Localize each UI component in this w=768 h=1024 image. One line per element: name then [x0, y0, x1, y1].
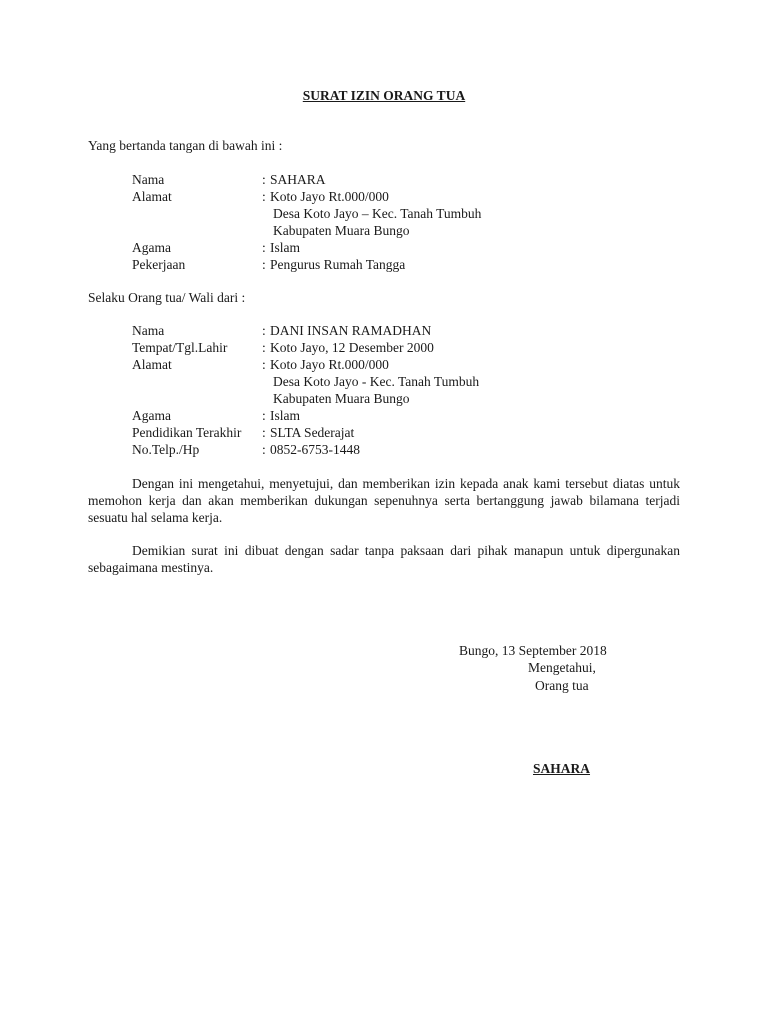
child-education-row — [132, 424, 692, 441]
colon: : — [262, 357, 266, 372]
child-phone-row — [132, 441, 692, 458]
parent-address-row — [132, 188, 692, 205]
signature-place-date: Bungo, 13 September 2018 — [459, 643, 607, 658]
intro-text: Yang bertanda tangan di bawah ini : — [88, 138, 283, 153]
child-phone-value: 0852-6753-1448 — [270, 442, 360, 457]
parent-name-value: SAHARA — [270, 172, 326, 187]
letter-title: SURAT IZIN ORANG TUA — [302, 88, 466, 103]
colon: : — [262, 189, 266, 204]
colon: : — [262, 340, 266, 355]
colon: : — [262, 257, 266, 272]
child-education-value: SLTA Sederajat — [270, 425, 355, 440]
parent-name-row — [132, 171, 692, 188]
colon: : — [262, 408, 266, 423]
child-name-label: Nama — [132, 323, 165, 338]
parent-religion-label: Agama — [132, 240, 171, 255]
child-name-value: DANI INSAN RAMADHAN — [270, 323, 432, 338]
parent-job-row — [132, 256, 692, 273]
child-address-line3: Kabupaten Muara Bungo — [273, 391, 410, 406]
parent-address-line3: Kabupaten Muara Bungo — [273, 223, 410, 238]
colon: : — [262, 323, 266, 338]
body-paragraph-2: Demikian surat ini dibuat dengan sadar tanpa paksaan dari pihak manapun untuk dipergunakan sebagaimana mestinya. — [88, 543, 680, 575]
signature-role: Orang tua — [535, 678, 589, 693]
body-paragraph-1: Dengan ini mengetahui, menyetujui, dan memberikan izin kepada anak kami tersebut diatas untuk memohon kerja dan akan memberikan dukungan sepenuhnya serta bertanggung jawab bilamana terjadi sesuatu hal selama kerja. — [88, 476, 680, 525]
child-religion-value: Islam — [270, 408, 300, 423]
colon: : — [262, 240, 266, 255]
child-religion-row — [132, 407, 692, 424]
child-address-line1: Koto Jayo Rt.000/000 — [270, 357, 389, 372]
signature-name: SAHARA — [533, 761, 591, 776]
child-phone-label: No.Telp./Hp — [132, 442, 200, 457]
child-birth-label: Tempat/Tgl.Lahir — [132, 340, 228, 355]
parent-address-label: Alamat — [132, 189, 172, 204]
signature-acknowledged: Mengetahui, — [528, 660, 596, 675]
parent-name-label: Nama — [132, 172, 165, 187]
parent-address-line2: Desa Koto Jayo – Kec. Tanah Tumbuh — [273, 206, 482, 221]
child-religion-label: Agama — [132, 408, 171, 423]
guardian-text: Selaku Orang tua/ Wali dari : — [88, 290, 246, 305]
parent-address-line1: Koto Jayo Rt.000/000 — [270, 189, 389, 204]
parent-religion-value: Islam — [270, 240, 300, 255]
child-address-line2: Desa Koto Jayo - Kec. Tanah Tumbuh — [273, 374, 480, 389]
parent-religion-row — [132, 239, 692, 256]
colon: : — [262, 172, 266, 187]
parent-job-label: Pekerjaan — [132, 257, 186, 272]
parent-job-value: Pengurus Rumah Tangga — [270, 257, 406, 272]
colon: : — [262, 442, 266, 457]
child-name-row — [132, 322, 692, 339]
child-address-row — [132, 356, 692, 373]
child-education-label: Pendidikan Terakhir — [132, 425, 242, 440]
child-birth-value: Koto Jayo, 12 Desember 2000 — [270, 340, 434, 355]
colon: : — [262, 425, 266, 440]
child-address-label: Alamat — [132, 357, 172, 372]
child-birth-row — [132, 339, 692, 356]
